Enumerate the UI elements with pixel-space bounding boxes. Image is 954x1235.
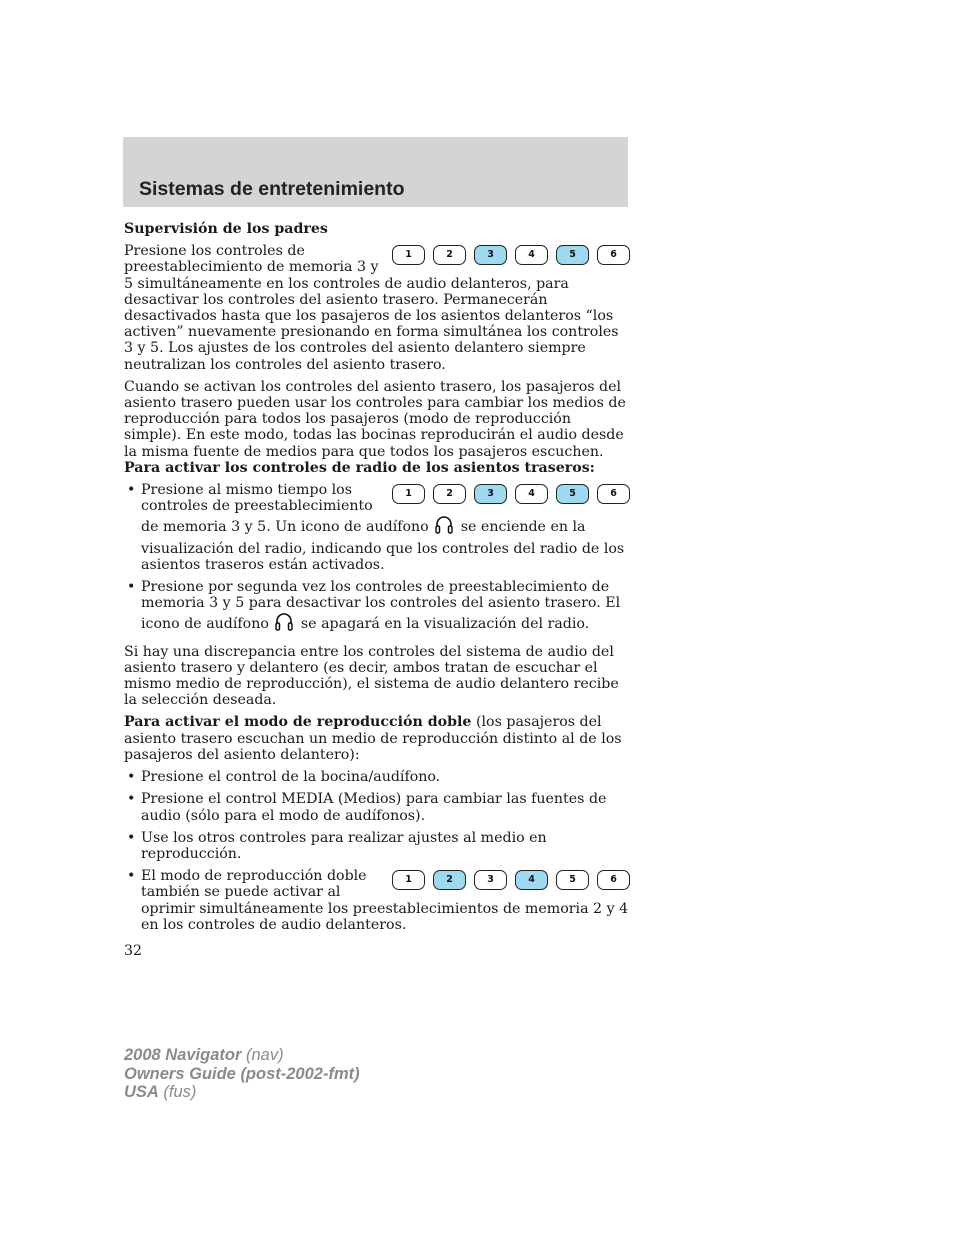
preset-button-6: 6 xyxy=(597,484,630,504)
paragraph-parental-2: Cuando se activan los controles del asiento trasero, los pasajeros del asiento trasero pueden usar los controles para cambiar los medios de reproducción para todos los pasajeros (modo de reproducción simple). En este modo, todas las bocinas reproducirán el audio desde la misma fuente de medios para que todos los pasajeros escuchen. xyxy=(124,378,626,460)
preset-button-5: 5 xyxy=(556,245,589,265)
preset-button-2: 2 xyxy=(433,245,466,265)
footer-line-2: Owners Guide (post-2002-fmt) xyxy=(124,1064,360,1083)
headphones-icon xyxy=(433,514,455,540)
preset-button-6: 6 xyxy=(597,870,630,890)
preset-button-1: • 1 xyxy=(392,484,425,504)
preset-button-3: 3 xyxy=(474,484,507,504)
footer-model: 2008 Navigator xyxy=(124,1046,242,1064)
bullet-text: Presione al mismo tiempo los controles de preestablecimiento de memoria 3 y 5. Un icono de audífono xyxy=(141,482,429,536)
preset-buttons-diagram-3 xyxy=(392,870,630,890)
preset-button-4: 4 xyxy=(515,484,548,504)
list-item xyxy=(124,868,630,933)
footer-line-3 xyxy=(124,1083,360,1102)
bullet-text: Presione por segunda vez los controles de preestablecimiento de memoria 3 y 5 para desactivar los controles del asiento trasero. El icono de audífono xyxy=(141,579,621,633)
page-content xyxy=(124,221,630,959)
paragraph-discrepancy: Si hay una discrepancia entre los controles del sistema de audio del asiento trasero y delantero (es decir, ambos tratan de escuchar el mismo medio de reproducción), el sistema de audio delantero recibe la selección deseada. xyxy=(124,643,619,709)
section-header-band xyxy=(123,137,628,207)
rear-radio-list xyxy=(124,482,630,638)
dual-play-intro: (los pasajeros del asiento trasero escuchan un medio de reproducción distinto al de los pasajeros del asiento delantero): xyxy=(124,714,622,763)
preset-button-1: • 1 xyxy=(392,870,425,890)
preset-button-1: 1 xyxy=(392,245,425,265)
preset-button-6: 6 xyxy=(597,245,630,265)
preset-button-5: 5 xyxy=(556,484,589,504)
document-footer xyxy=(124,1046,360,1102)
bullet-text: El modo de reproducción doble también se puede activar al oprimir simultáneamente los preestablecimientos de memoria 2 y 4 en los controles de audio delanteros. xyxy=(141,868,629,933)
bullet-text-cont: se apagará en la visualización del radio. xyxy=(300,616,590,633)
bullet-text-cont: se enciende en la visualización del radio, indicando que los controles del radio de los asientos traseros están activados. xyxy=(141,519,625,573)
list-item: • Presione el control MEDIA (Medios) para cambiar las fuentes de audio (sólo para el modo de audífonos). xyxy=(124,791,630,823)
preset-button-4: 4 xyxy=(515,245,548,265)
list-item xyxy=(124,579,630,638)
preset-button-3: 3 xyxy=(474,870,507,890)
preset-button-3: 3 xyxy=(474,245,507,265)
preset-buttons-diagram-1 xyxy=(392,245,630,265)
list-item xyxy=(124,482,630,573)
dual-play-list xyxy=(124,769,630,933)
preset-button-5: 5 xyxy=(556,870,589,890)
preset-button-2: 2 xyxy=(433,870,466,890)
section-title: Sistemas de entretenimiento xyxy=(139,178,405,200)
list-item: • Presione el control de la bocina/audífono. xyxy=(124,769,630,785)
preset-button-4: 4 xyxy=(515,870,548,890)
footer-line-1 xyxy=(124,1046,360,1065)
heading-rear-radio: Para activar los controles de radio de los asientos traseros: xyxy=(124,459,595,476)
paragraph-parental-1 xyxy=(124,243,630,373)
headphones-icon xyxy=(273,611,295,637)
page-number: 32 xyxy=(124,942,143,959)
list-item: • Use los otros controles para realizar ajustes al medio en reproducción. xyxy=(124,830,630,862)
footer-region: USA xyxy=(124,1083,159,1101)
footer-region-code: (fus) xyxy=(158,1083,197,1101)
paragraph-parental-1-text: Presione los controles de preestablecimiento de memoria 3 y 5 simultáneamente en los controles de audio delanteros, para desactivar los controles del asiento trasero. Permanecerán desactivados hasta que los pasajeros de los asientos delanteros “los activen” nuevamente presionando en forma simultánea los controles 3 y 5. Los ajustes de los controles del asiento delantero siempre neutralizan los controles del asiento trasero. xyxy=(124,243,619,373)
paragraph-dual-play xyxy=(124,714,630,763)
preset-buttons-diagram-2 xyxy=(392,484,630,504)
preset-button-2: 2 xyxy=(433,484,466,504)
heading-dual-play: Para activar el modo de reproducción doble xyxy=(124,714,472,731)
footer-model-code: (nav) xyxy=(241,1046,284,1064)
heading-parental-control: Supervisión de los padres xyxy=(124,221,328,237)
